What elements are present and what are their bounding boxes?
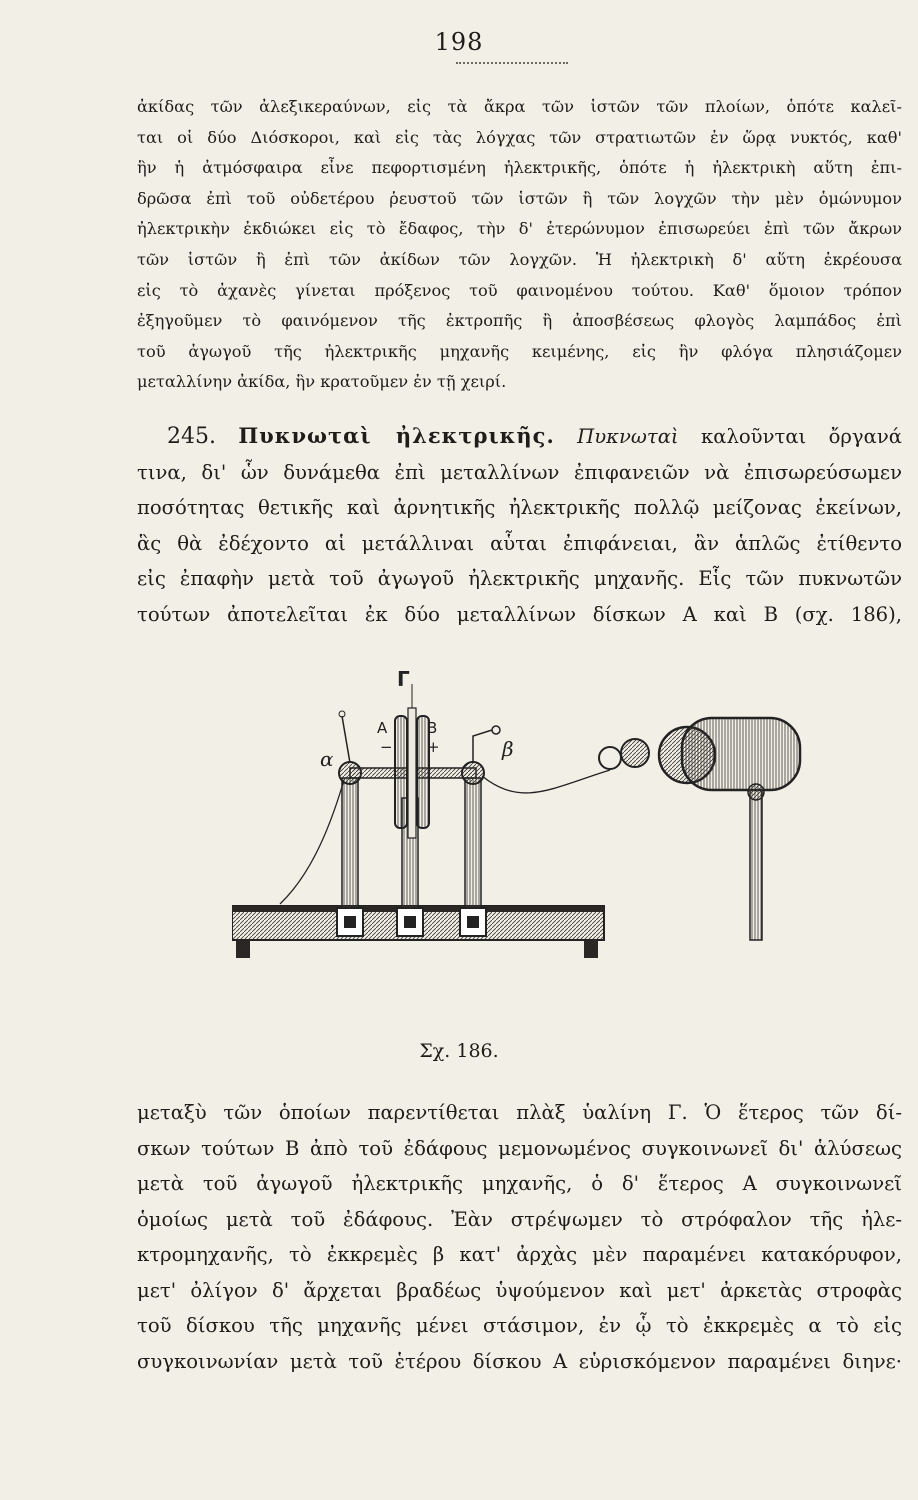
glass-column-right: [465, 778, 481, 908]
text-line: ὁμοίως μετὰ τοῦ ἐδάφους. Ἐὰν στρέψωμεν τὸ στρόφαλον τῆς ἠλε-: [137, 1207, 902, 1231]
text-line: ἃς θὰ ἐδέχοντο αἱ μετάλλιναι αὗται ἐπιφάνειαι, ἂν ἁπλῶς ἐτίθεντο: [137, 531, 902, 555]
label-gamma: Γ: [397, 668, 410, 691]
label-B: B: [427, 719, 438, 737]
text-line: εἰς ἐπαφὴν μετὰ τοῦ ἀγωγοῦ ἠλεκτρικῆς μηχανῆς. Εἷς τῶν πυκνωτῶν: [137, 567, 902, 590]
text-line: μετὰ τοῦ ἀγωγοῦ ἠλεκτρικῆς μηχανῆς, ὁ δ' ἕτερος Α συγκοινωνεῖ: [137, 1172, 902, 1195]
page-number: 198: [434, 28, 484, 56]
text-line: εἰς τὸ ἀχανὲς γίνεται πρόξενος τοῦ φαινομένου τούτου. Καθ' ὅμοιον τρόπον: [137, 280, 902, 300]
text-line: τούτων ἀποτελεῖται ἐκ δύο μεταλλίνων δίσκων Α καὶ Β (σχ. 186),: [137, 602, 902, 626]
label-minus: −: [380, 738, 393, 756]
text-line: συγκοινωνίαν μετὰ τοῦ ἑτέρου δίσκου Α εὑρισκόμενον παραμένει διηνε·: [137, 1349, 902, 1373]
paragraph-continuation: [137, 92, 902, 398]
chain-to-ground: [280, 780, 344, 904]
glass-plate-gamma: [408, 708, 416, 838]
ball-terminal-right: [462, 762, 484, 784]
pendulum-beta: [473, 730, 492, 763]
defined-term: Πυκνωταὶ: [577, 425, 679, 448]
text-line-fragment: καλοῦνται ὄργανά: [678, 425, 902, 448]
text-line: κτρομηχανῆς, τὸ ἐκκρεμὲς β κατ' ἀρχὰς μὲν παραμένει κατακόρυφον,: [137, 1243, 902, 1266]
chain-to-machine: [482, 770, 610, 793]
section-number: 245.: [167, 424, 216, 449]
label-alpha: α: [320, 747, 334, 771]
figure-caption: Σχ. 186.: [419, 1040, 499, 1062]
text-line: τοῦ ἀγωγοῦ τῆς ἠλεκτρικῆς μηχανῆς κειμένης, εἰς ἣν φλόγα πλησιάζομεν: [137, 341, 902, 361]
label-beta: β: [502, 737, 514, 761]
pendulum-alpha: [342, 716, 350, 763]
paragraph-after-figure: [137, 1095, 902, 1379]
text-line: ἠλεκτρικὴν ἐκδιώκει εἰς τὸ ἔδαφος, τὴν δ' ἑτερώνυμον ἐπισωρεύει ἐπὶ τῶν ἄκρων: [137, 219, 902, 239]
label-A: A: [377, 719, 388, 737]
conductor-support: [750, 790, 762, 940]
machine-conductor: [682, 718, 800, 790]
text-line: δρῶσα ἐπὶ τοῦ οὐδετέρου ῥευστοῦ τῶν ἱστῶν ἢ τῶν λογχῶν τὴν μὲν ὁμώνυμον: [137, 188, 902, 208]
text-line: τοῦ δίσκου τῆς μηχανῆς μένει στάσιμον, ἐν ᾧ τὸ ἐκκρεμὲς α τὸ εἰς: [137, 1314, 902, 1337]
disc-A: [395, 716, 407, 828]
text-line: μετ' ὀλίγον δ' ἄρχεται βραδέως ὑψούμενον καὶ μετ' ἀρκετὰς στροφὰς: [137, 1278, 902, 1302]
text-line: μεταξὺ τῶν ὁποίων παρεντίθεται πλὰξ ὑαλίνη Γ. Ὁ ἕτερος τῶν δί-: [137, 1101, 902, 1124]
text-line: ποσότητας θετικῆς καὶ ἀρνητικῆς ἠλεκτρικῆς πολλῷ μείζονας ἐκείνων,: [137, 496, 902, 519]
base-foot: [584, 940, 598, 958]
text-line: μεταλλίνην ἀκίδα, ἣν κρατοῦμεν ἐν τῇ χειρί.: [137, 372, 507, 392]
text-line: ται οἱ δύο Διόσκοροι, καὶ εἰς τὰς λόγχας τῶν στρατιωτῶν ἐν ὥρᾳ νυκτός, καθ': [137, 127, 902, 147]
header-rule: [456, 62, 568, 64]
text-line: ἐξηγοῦμεν τὸ φαινόμενον τῆς ἐκτροπῆς ἢ ἀποσβέσεως φλογὸς λαμπάδος ἐπὶ: [137, 311, 902, 331]
base-foot: [236, 940, 250, 958]
section-title: Πυκνωταὶ ἠλεκτρικῆς.: [238, 423, 555, 448]
section-245: [137, 418, 902, 632]
section-heading-line: [137, 418, 902, 455]
text-line: τῶν ἱστῶν ἢ ἐπὶ τῶν ἀκίδων τῶν λογχῶν. Ἡ ἠλεκτρικὴ δ' αὕτη ἐκρέουσα: [137, 249, 902, 269]
glass-column-left: [342, 778, 358, 908]
text-line: τινα, δι' ὧν δυνάμεθα ἐπὶ μεταλλίνων ἐπιφανειῶν νὰ ἐπισωρεύσωμεν: [137, 460, 902, 484]
condenser-illustration: [232, 668, 812, 998]
text-line: ἀκίδας τῶν ἀλεξικεραύνων, εἰς τὰ ἄκρα τῶν ἱστῶν τῶν πλοίων, ὁπότε καλεῖ-: [137, 97, 902, 116]
label-plus: +: [427, 738, 440, 756]
text-line: ἣν ἡ ἀτμόσφαιρα εἶνε πεφορτισμένη ἠλεκτρικῆς, ὁπότε ἡ ἠλεκτρικὴ αὕτη ἐπι-: [137, 158, 902, 178]
text-line: σκων τούτων Β ἀπὸ τοῦ ἐδάφους μεμονωμένος συγκοινωνεῖ δι' ἁλύσεως: [137, 1136, 902, 1160]
